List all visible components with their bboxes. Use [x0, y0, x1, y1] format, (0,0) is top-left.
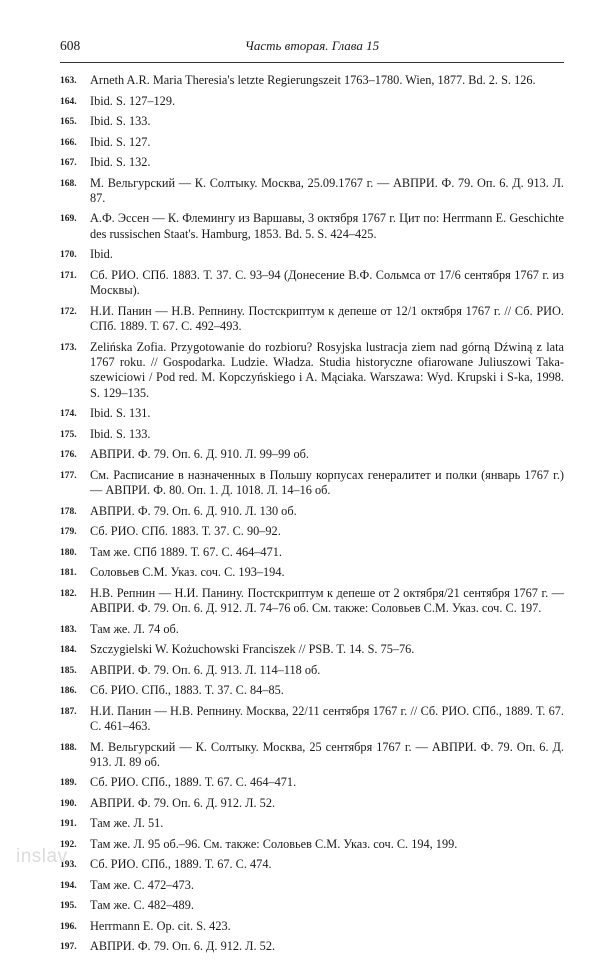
- footnote-number: 185.: [60, 665, 77, 676]
- footnote-number: 181.: [60, 568, 77, 579]
- footnote: [60, 816, 564, 831]
- footnote-number: 176.: [60, 450, 77, 461]
- footnote-number: 170.: [60, 250, 77, 261]
- footnote: [60, 622, 564, 637]
- footnote-text: Там же. Л. 51.: [90, 816, 164, 831]
- footnote: [60, 663, 564, 678]
- footnote-text: Ibid.: [90, 247, 113, 262]
- footnote: [60, 340, 564, 402]
- footnote-text: Там же. С. 472–473.: [90, 877, 194, 892]
- footnote-text: Там же. СПб 1889. Т. 67. С. 464–471.: [90, 544, 282, 559]
- footnote-number: 194.: [60, 880, 77, 891]
- footnote-text: АВПРИ. Ф. 79. Оп. 6. Д. 912. Л. 52.: [90, 795, 276, 810]
- footnote-text: Szczygielski W. Kożuchowski Franciszek // PSB. T. 14. S. 75–76.: [90, 642, 415, 657]
- footnote-text: Ibid. S. 132.: [90, 155, 151, 169]
- header-rule: [60, 62, 564, 63]
- footnote-text: Соловьев С.М. Указ. соч. С. 193–194.: [90, 565, 285, 580]
- footnote: [60, 406, 564, 421]
- footnote-number: 188.: [60, 742, 77, 753]
- footnote-text: Сб. РИО. СПб., 1883. Т. 37. С. 84–85.: [90, 683, 284, 698]
- footnote: [60, 427, 564, 442]
- footnote-number: 178.: [60, 506, 77, 517]
- footnote-text: АВПРИ. Ф. 79. Оп. 6. Д. 912. Л. 52.: [90, 939, 276, 954]
- footnote-number: 179.: [60, 527, 77, 538]
- footnote: [60, 704, 564, 735]
- footnote-number: 186.: [60, 686, 77, 697]
- footnote-number: 180.: [60, 547, 77, 558]
- footnote: [60, 545, 564, 560]
- page-number: 608: [60, 38, 81, 53]
- footnote: [60, 94, 564, 109]
- footnote-text: Сб. РИО. СПб., 1889. Т. 67. С. 464–471.: [90, 775, 297, 790]
- footnote: [60, 155, 564, 170]
- footnote-number: 187.: [60, 706, 77, 717]
- footnote-number: 189.: [60, 778, 77, 789]
- footnote: [60, 775, 564, 790]
- footnote-number: 197.: [60, 942, 77, 953]
- footnote-number: 173.: [60, 342, 77, 353]
- footnote-text: Arneth A.R. Maria Theresia's letzte Regierungszeit 1763–1780. Wien, 1877. Bd. 2. S. 126.: [90, 73, 536, 87]
- watermark: inslav: [16, 846, 68, 867]
- footnote-number: 191.: [60, 819, 77, 830]
- footnote: [60, 683, 564, 698]
- footnote: [60, 642, 564, 657]
- footnote-number: 177.: [60, 470, 77, 481]
- footnote-number: 182.: [60, 588, 77, 599]
- footnote: [60, 211, 564, 242]
- footnote-text: Zelińska Zofia. Przygotowanie do rozbioru? Rosyjska lustracja ziem nad górną Dźwiną z lata 1767 roku. // Gospodarka. Ludzie. Władza. Studia historyczne ofiarowane Juliuszowi Takaszewiciowi / Pod red. M. Kopczyńskiego i A. Mąciaka. Warszawa: Wyd. Krupski i S-ka, 1998. S. 129–135.: [90, 339, 564, 400]
- footnote: [60, 586, 564, 617]
- footnote-text: Там же. Л. 74 об.: [90, 621, 179, 636]
- footnote-text: Ibid. S. 127.: [90, 134, 151, 149]
- footnote-text: Ibid. S. 133.: [90, 114, 151, 128]
- footnote-number: 163.: [60, 76, 77, 86]
- footnote: [60, 919, 564, 934]
- footnote: [60, 898, 564, 913]
- footnote-text: Сб. РИО. СПб., 1889. Т. 67. С. 474.: [90, 857, 272, 872]
- footnote: [60, 114, 564, 129]
- footnote-text: АВПРИ. Ф. 79. Оп. 6. Д. 910. Л. 99–99 об.: [90, 447, 309, 462]
- footnote-number: 193.: [60, 860, 77, 871]
- footnote-text: АВПРИ. Ф. 79. Оп. 6. Д. 910. Л. 130 об.: [90, 503, 297, 518]
- footnote-number: 164.: [60, 96, 77, 107]
- footnotes-list: [60, 73, 564, 960]
- footnote-number: 168.: [60, 178, 77, 189]
- footnote-number: 184.: [60, 645, 77, 656]
- footnote-text: Там же. С. 482–489.: [90, 898, 194, 913]
- footnote: [60, 247, 564, 262]
- footnote-number: 166.: [60, 137, 77, 148]
- footnote-text: Н.И. Панин — Н.В. Репнину. Москва, 22/11 сентября 1767 г. // Сб. РИО. СПб., 1889. Т. 67. С. 461–463.: [90, 703, 564, 734]
- footnote: [60, 796, 564, 811]
- footnote: [60, 176, 564, 207]
- footnote-number: 192.: [60, 839, 77, 850]
- footnote: [60, 73, 564, 88]
- footnote-number: 165.: [60, 117, 77, 127]
- footnote-number: 190.: [60, 798, 77, 809]
- footnote: [60, 268, 564, 299]
- footnote: [60, 565, 564, 580]
- footnote-text: Н.И. Панин — Н.В. Репнину. Постскриптум к депеше от 12/1 октября 1767 г. // Сб. РИО. СПб. 1889. Т. 67. С. 492–493.: [90, 303, 564, 334]
- footnote-number: 169.: [60, 214, 77, 225]
- footnote-text: М. Вельгурский — К. Солтыку. Москва, 25.09.1767 г. — АВПРИ. Ф. 79. Оп. 6. Д. 913. Л. 87.: [90, 175, 564, 205]
- footnote-number: 183.: [60, 624, 77, 635]
- footnote-text: АВПРИ. Ф. 79. Оп. 6. Д. 913. Л. 114–118 об.: [90, 662, 321, 677]
- footnote: [60, 837, 564, 852]
- footnote-text: Ibid. S. 131.: [90, 406, 151, 421]
- footnote-text: М. Вельгурский — К. Солтыку. Москва, 25 сентября 1767 г. — АВПРИ. Ф. 79. Оп. 6. Д. 913. Л. 89 об.: [90, 739, 564, 769]
- footnote-number: 196.: [60, 921, 77, 932]
- footnote: [60, 304, 564, 335]
- running-title: Часть вторая. Глава 15: [244, 38, 380, 53]
- footnote: [60, 135, 564, 150]
- footnote-text: Сб. РИО. СПб. 1883. Т. 37. С. 90–92.: [90, 524, 281, 539]
- footnote-number: 195.: [60, 901, 77, 912]
- footnote: [60, 939, 564, 954]
- footnote: [60, 447, 564, 462]
- footnote-number: 167.: [60, 158, 77, 168]
- footnote-number: 171.: [60, 270, 77, 281]
- footnote-number: 172.: [60, 306, 77, 317]
- footnote: [60, 878, 564, 893]
- footnote: [60, 468, 564, 499]
- footnote: [60, 504, 564, 519]
- footnote-text: Ibid. S. 133.: [90, 426, 151, 441]
- footnote-text: Ibid. S. 127–129.: [90, 93, 176, 108]
- footnote-text: Herrmann E. Op. cit. S. 423.: [90, 918, 231, 933]
- footnote: [60, 857, 564, 872]
- footnote-number: 174.: [60, 409, 77, 420]
- footnote-number: 175.: [60, 429, 77, 440]
- footnote-text: Сб. РИО. СПб. 1883. Т. 37. С. 93–94 (Донесение В.Ф. Сольмса от 17/6 сентября 1767 г. из Москвы).: [90, 267, 564, 298]
- page-header: [60, 38, 564, 58]
- footnote: [60, 524, 564, 539]
- footnote-text: А.Ф. Эссен — К. Флемингу из Варшавы, 3 октября 1767 г. Цит по: Herrmann E. Geschichte des russischen Staat's. Hamburg, 1853. Bd. 5. S. 424–425.: [90, 211, 564, 241]
- footnote-text: См. Расписание в назначенных в Польшу корпусах генералитет и полки (январь 1767 г.) — АВПРИ. Ф. 80. Оп. 1. Д. 1018. Л. 14–16 об.: [90, 467, 564, 498]
- footnote-text: Там же. Л. 95 об.–96. См. также: Соловьев С.М. Указ. соч. С. 194, 199.: [90, 836, 458, 851]
- footnote-text: Н.В. Репнин — Н.И. Панину. Постскриптум к депеше от 2 октября/21 сентября 1767 г. — АВПРИ. Ф. 79. Оп. 6. Д. 912. Л. 74–76 об. См. также: Соловьев С.М. Указ. соч. С. 197.: [90, 585, 564, 616]
- footnote: [60, 740, 564, 771]
